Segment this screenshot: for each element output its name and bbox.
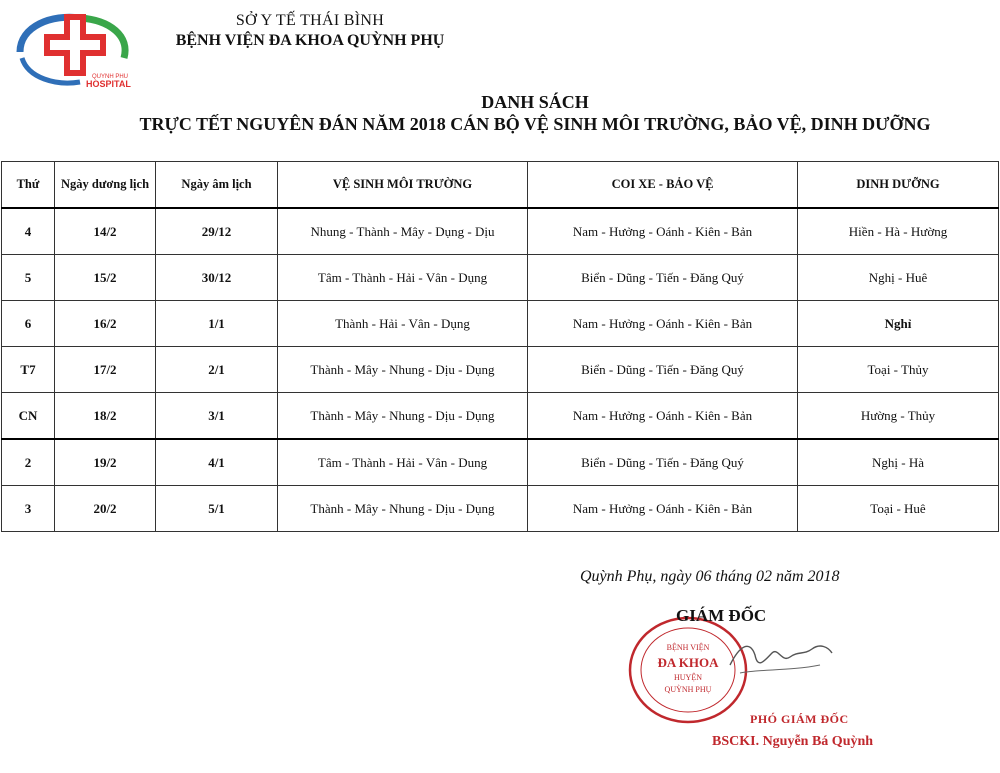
cell-nutrition: Toại - Huê <box>798 486 999 532</box>
cell-sanitation: Thành - Mây - Nhung - Dịu - Dụng <box>278 393 528 440</box>
cell-solar-date: 14/2 <box>55 208 156 255</box>
cell-lunar-date: 4/1 <box>156 439 278 486</box>
cell-solar-date: 16/2 <box>55 301 156 347</box>
col-header-day: Thứ <box>2 162 55 209</box>
cell-security: Nam - Hưởng - Oánh - Kiên - Bản <box>528 486 798 532</box>
cell-nutrition: Hiền - Hà - Hường <box>798 208 999 255</box>
cell-sanitation: Nhung - Thành - Mây - Dụng - Dịu <box>278 208 528 255</box>
cell-lunar-date: 29/12 <box>156 208 278 255</box>
cell-day: 4 <box>2 208 55 255</box>
cell-sanitation: Thành - Hải - Vân - Dụng <box>278 301 528 347</box>
hospital-line: BỆNH VIỆN ĐA KHOA QUỲNH PHỤ <box>175 32 445 49</box>
table-row <box>2 255 999 301</box>
cell-sanitation: Thành - Mây - Nhung - Dịu - Dụng <box>278 347 528 393</box>
table-row <box>2 301 999 347</box>
director-title: GIÁM ĐỐC <box>676 606 767 625</box>
svg-text:ĐA KHOA: ĐA KHOA <box>657 655 719 670</box>
table-row <box>2 486 999 532</box>
table-row <box>2 393 999 440</box>
cell-day: 5 <box>2 255 55 301</box>
col-header-sanitation: VỆ SINH MÔI TRƯỜNG <box>278 162 528 209</box>
document-title <box>0 92 1000 135</box>
cell-lunar-date: 5/1 <box>156 486 278 532</box>
svg-text:HOSPITAL: HOSPITAL <box>86 79 131 89</box>
cell-day: CN <box>2 393 55 440</box>
place-date-line: Quỳnh Phụ, ngày 06 tháng 02 năm 2018 <box>580 568 840 585</box>
duty-roster-table <box>1 161 999 532</box>
handwritten-signature <box>720 625 840 685</box>
cell-day: 3 <box>2 486 55 532</box>
cell-security: Biển - Dũng - Tiến - Đăng Quý <box>528 439 798 486</box>
title-line-1: DANH SÁCH <box>481 92 589 112</box>
svg-text:QUỲNH PHỤ: QUỲNH PHỤ <box>664 685 712 694</box>
cell-security: Biển - Dũng - Tiến - Đăng Quý <box>528 347 798 393</box>
cell-nutrition: Toại - Thủy <box>798 347 999 393</box>
document-header <box>150 12 470 50</box>
cell-lunar-date: 2/1 <box>156 347 278 393</box>
cell-security: Nam - Hưởng - Oánh - Kiên - Bản <box>528 301 798 347</box>
cell-nutrition: Hường - Thủy <box>798 393 999 440</box>
cell-day: 6 <box>2 301 55 347</box>
cell-sanitation: Thành - Mây - Nhung - Dịu - Dụng <box>278 486 528 532</box>
signer-name: BSCKI. Nguyễn Bá Quỳnh <box>712 734 874 749</box>
cell-nutrition: Nghỉ <box>798 301 999 347</box>
col-header-nutrition: DINH DƯỠNG <box>798 162 999 209</box>
svg-text:HUYỆN: HUYỆN <box>674 673 702 682</box>
cell-lunar-date: 1/1 <box>156 301 278 347</box>
cell-solar-date: 18/2 <box>55 393 156 440</box>
hospital-logo <box>12 8 142 90</box>
svg-text:BỆNH VIỆN: BỆNH VIỆN <box>666 643 710 652</box>
cell-day: 2 <box>2 439 55 486</box>
cell-security: Biển - Dũng - Tiến - Đăng Quý <box>528 255 798 301</box>
col-header-solar-date: Ngày dương lịch <box>55 162 156 209</box>
col-header-security: COI XE - BẢO VỆ <box>528 162 798 209</box>
cell-security: Nam - Hưởng - Oánh - Kiên - Bản <box>528 208 798 255</box>
org-line: SỞ Y TẾ THÁI BÌNH <box>235 12 385 29</box>
cell-day: T7 <box>2 347 55 393</box>
cell-lunar-date: 30/12 <box>156 255 278 301</box>
svg-text:QUYNH PHU: QUYNH PHU <box>92 74 129 80</box>
table-row <box>2 439 999 486</box>
cell-solar-date: 17/2 <box>55 347 156 393</box>
deputy-director-title: PHÓ GIÁM ĐỐC <box>750 712 849 726</box>
cell-security: Nam - Hưởng - Oánh - Kiên - Bản <box>528 393 798 440</box>
cell-sanitation: Tâm - Thành - Hải - Vân - Dụng <box>278 255 528 301</box>
cell-lunar-date: 3/1 <box>156 393 278 440</box>
cell-solar-date: 15/2 <box>55 255 156 301</box>
cell-nutrition: Nghị - Huê <box>798 255 999 301</box>
col-header-lunar-date: Ngày âm lịch <box>156 162 278 209</box>
cell-nutrition: Nghị - Hà <box>798 439 999 486</box>
cell-sanitation: Tâm - Thành - Hải - Vân - Dung <box>278 439 528 486</box>
cell-solar-date: 19/2 <box>55 439 156 486</box>
title-line-2: TRỰC TẾT NGUYÊN ĐÁN NĂM 2018 CÁN BỘ VỆ SINH MÔI TRƯỜNG, BẢO VỆ, DINH DƯỠNG <box>139 114 931 134</box>
cell-solar-date: 20/2 <box>55 486 156 532</box>
table-header-row <box>2 162 999 209</box>
table-row <box>2 208 999 255</box>
table-row <box>2 347 999 393</box>
